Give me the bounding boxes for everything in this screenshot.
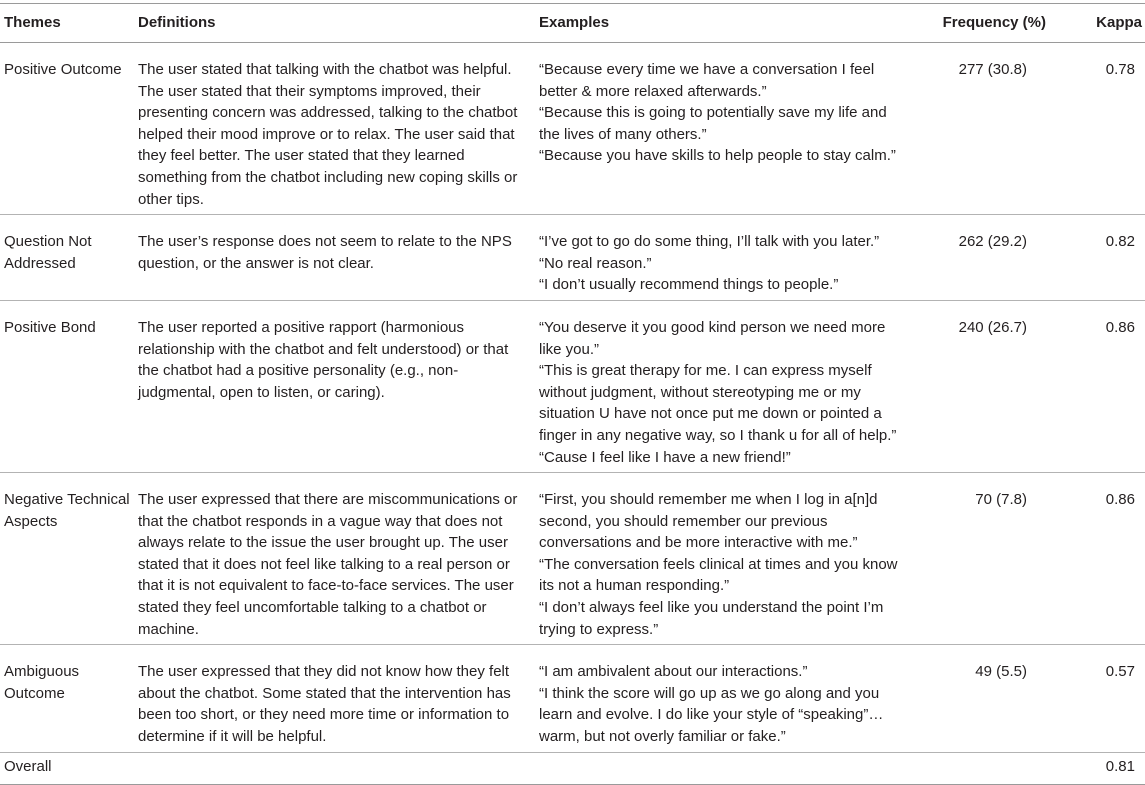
table-row (0, 473, 1145, 645)
examples-cell (535, 645, 907, 752)
header-examples: Examples (535, 4, 907, 43)
overall-kappa: 0.81 (1072, 752, 1145, 785)
kappa-cell: 0.78 (1072, 43, 1145, 215)
table-row (0, 645, 1145, 752)
example-quote: “Because this is going to potentially save my life and the lives of many others.” (539, 104, 887, 143)
definition-cell: The user’s response does not seem to relate to the NPS question, or the answer is not clear. (134, 215, 535, 301)
kappa-cell: 0.82 (1072, 215, 1145, 301)
kappa-cell: 0.86 (1072, 473, 1145, 645)
example-quote: “This is great therapy for me. I can express myself without judgment, without stereotyping me or my situation U have not once put me down or pointed a finger in any negative way, so I thank u for all of help.” (539, 362, 897, 444)
example-quote: “I think the score will go up as we go along and you learn and evolve. I do like your style of “speaking”… warm, but not overly familiar or fake.” (539, 684, 884, 746)
header-kappa: Kappa (1072, 4, 1145, 43)
example-quote: “You deserve it you good kind person we need more like you.” (539, 318, 886, 358)
table-row (0, 300, 1145, 472)
definition-cell: The user expressed that they did not know how they felt about the chatbot. Some stated that the intervention has been too short, or they need more time or information to determine if it will be helpful. (134, 645, 535, 752)
theme-cell: Positive Outcome (0, 43, 134, 215)
frequency-cell: 240 (26.7) (907, 300, 1072, 472)
theme-cell: Ambiguous Outcome (0, 645, 134, 752)
empty-cell (134, 752, 535, 785)
kappa-cell: 0.57 (1072, 645, 1145, 752)
examples-cell (535, 43, 907, 215)
example-quote: “Because you have skills to help people to stay calm.” (539, 147, 896, 165)
example-quote: “I don’t usually recommend things to people.” (539, 276, 839, 294)
header-frequency: Frequency (%) (907, 4, 1072, 43)
table-header (0, 4, 1145, 43)
empty-cell (907, 752, 1072, 785)
example-quote: “I don’t always feel like you understand the point I’m trying to express.” (539, 599, 884, 638)
examples-cell (535, 300, 907, 472)
frequency-cell: 70 (7.8) (907, 473, 1072, 645)
themes-table (0, 3, 1145, 785)
kappa-cell: 0.86 (1072, 300, 1145, 472)
examples-cell (535, 215, 907, 301)
example-quote: “Cause I feel like I have a new friend!” (539, 448, 791, 466)
definition-cell: The user stated that talking with the chatbot was helpful. The user stated that their symptoms improved, their presenting concern was addressed, talking to the chatbot helped their mood improve or to relax. The user said that they feel better. The user stated that they learned something from the chatbot including new coping skills or other tips. (134, 43, 535, 215)
example-quote: “I am ambivalent about our interactions.” (539, 663, 808, 681)
theme-cell: Negative Technical Aspects (0, 473, 134, 645)
example-quote: “The conversation feels clinical at times and you know its not a human responding.” (539, 555, 898, 595)
overall-label: Overall (0, 752, 134, 785)
theme-cell: Positive Bond (0, 300, 134, 472)
frequency-cell: 49 (5.5) (907, 645, 1072, 752)
examples-cell (535, 473, 907, 645)
table-body (0, 43, 1145, 785)
definition-cell: The user reported a positive rapport (harmonious relationship with the chatbot and felt understood) or that the chatbot had a positive personality (e.g., non-judgmental, open to listen, or caring). (134, 300, 535, 472)
table-row (0, 43, 1145, 215)
frequency-cell: 262 (29.2) (907, 215, 1072, 301)
example-quote: “No real reason.” (539, 254, 652, 272)
frequency-cell: 277 (30.8) (907, 43, 1072, 215)
theme-cell: Question Not Addressed (0, 215, 134, 301)
definition-cell: The user expressed that there are miscommunications or that the chatbot responds in a vague way that does not always relate to the issue the user brought up. The user stated that it does not feel like talking to a real person or that it is not equivalent to face-to-face services. The user stated they feel uncomfortable talking to a chatbot or machine. (134, 473, 535, 645)
overall-row (0, 752, 1145, 785)
example-quote: “Because every time we have a conversation I feel better & more relaxed afterwards.” (539, 61, 875, 100)
header-definitions: Definitions (134, 4, 535, 43)
header-themes: Themes (0, 4, 134, 43)
example-quote: “First, you should remember me when I log in a[n]d second, you should remember our previous conversations and be more interactive with me.” (539, 491, 878, 552)
empty-cell (535, 752, 907, 785)
example-quote: “I’ve got to go do some thing, I’ll talk with you later.” (539, 233, 880, 251)
table-row (0, 215, 1145, 301)
